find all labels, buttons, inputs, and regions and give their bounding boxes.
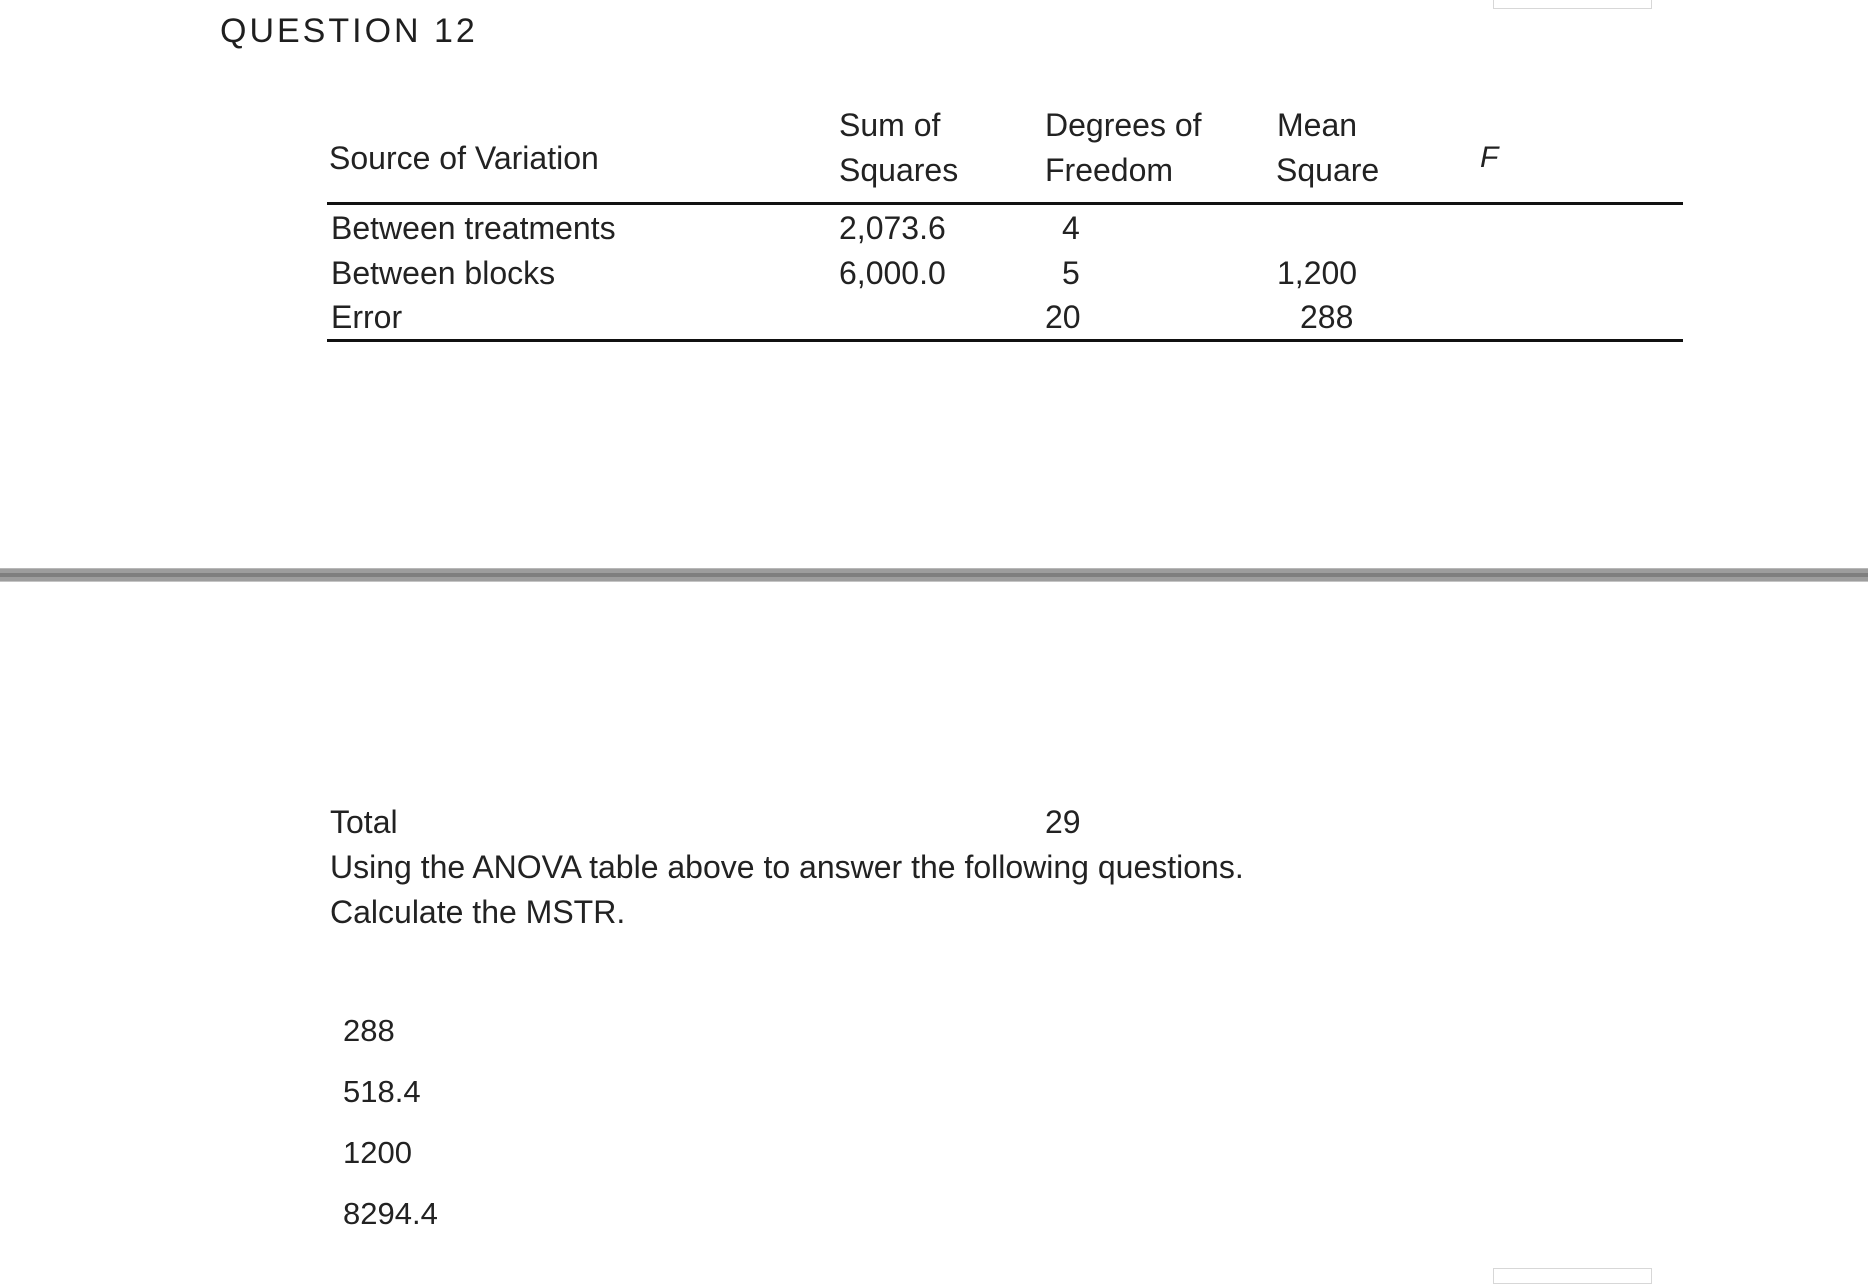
top-right-frame	[1493, 0, 1652, 9]
between-treatments-label: Between treatments	[331, 210, 616, 246]
bottom-right-frame	[1493, 1268, 1652, 1284]
error-label: Error	[331, 299, 403, 335]
between-blocks-label: Between blocks	[331, 255, 556, 291]
table-bottom-rule	[327, 339, 1683, 342]
sum-squares-header-line-1: Sum of	[839, 107, 941, 143]
question-title: QUESTION 12	[220, 12, 478, 50]
anova-table	[327, 107, 1683, 350]
table-header-rule	[327, 202, 1683, 205]
f-header: F	[1480, 141, 1499, 174]
instruction-text: Using the ANOVA table above to answer the following questions.	[330, 849, 1244, 885]
mean-square-header-line-1: Mean	[1277, 107, 1358, 143]
between-blocks-mean-square: 1,200	[1277, 255, 1358, 291]
mean-square-header-line-2: Square	[1276, 152, 1380, 188]
source-header: Source of Variation	[329, 140, 599, 176]
error-mean-square: 288	[1300, 299, 1354, 335]
degrees-header-line-1: Degrees of	[1045, 107, 1202, 143]
error-degrees-freedom: 20	[1045, 299, 1081, 335]
page-divider	[0, 568, 1868, 582]
answer-option-8294-4[interactable]: 8294.4	[343, 1196, 438, 1231]
between-blocks-degrees-freedom: 5	[1062, 255, 1080, 291]
answer-option-518-4[interactable]: 518.4	[343, 1074, 421, 1109]
total-degrees-freedom: 29	[1045, 804, 1081, 840]
between-treatments-sum-squares: 2,073.6	[839, 210, 946, 246]
total-row	[330, 804, 1580, 849]
question-content	[330, 804, 1580, 930]
question-prompt: Calculate the MSTR.	[330, 894, 626, 930]
answer-option-1200[interactable]: 1200	[343, 1135, 412, 1170]
between-treatments-degrees-freedom: 4	[1062, 210, 1080, 246]
degrees-header-line-2: Freedom	[1045, 152, 1174, 188]
total-label: Total	[330, 804, 398, 840]
answer-option-288[interactable]: 288	[343, 1013, 395, 1048]
answer-options	[343, 1008, 438, 1252]
between-blocks-sum-squares: 6,000.0	[839, 255, 946, 291]
sum-squares-header-line-2: Squares	[839, 152, 959, 188]
